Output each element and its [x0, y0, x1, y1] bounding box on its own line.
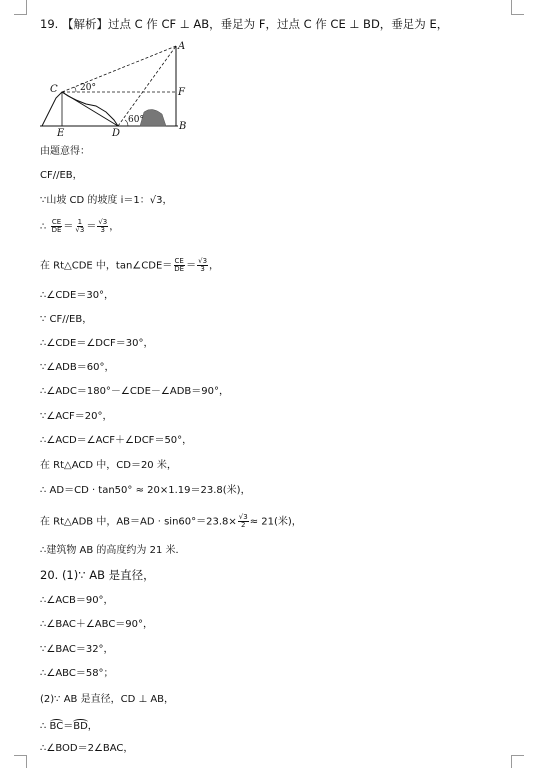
q20-line-6: (2)∵ AB 是直径，CD ⊥ AB， — [40, 694, 175, 705]
label-B: B — [179, 121, 187, 132]
equals-sign: ＝ — [63, 221, 74, 233]
q20-l7-prefix: ∴ — [40, 721, 50, 732]
q20-line-8: ∴∠BOD＝2∠BAC， — [40, 743, 134, 754]
q19-line-5 — [40, 258, 219, 273]
punct: ， — [87, 721, 98, 732]
frac-den: 3 — [100, 226, 105, 234]
frac-den: √3 — [75, 226, 85, 234]
equals-sign: ＝ — [186, 260, 197, 272]
crop-mark-top-left — [26, 0, 27, 14]
label-D: D — [112, 128, 121, 136]
frac-num: CE — [174, 257, 184, 265]
angle-60-label: 60° — [128, 115, 144, 125]
frac-den: DE — [174, 265, 185, 273]
q20-line-7 — [40, 719, 98, 733]
equals-sign: ＝ — [63, 721, 74, 732]
q19-line-15 — [40, 514, 302, 529]
q19-line-8: ∴∠CDE＝∠DCF＝30°， — [40, 338, 154, 349]
q20-line-4: ∵∠BAC＝32°， — [40, 644, 114, 655]
arc-bc: BC — [49, 721, 64, 732]
q19-line-7: ∵ CF//EB， — [40, 314, 93, 325]
crop-mark-top-right — [511, 0, 512, 14]
q19-line-14: ∴ AD＝CD · tan50° ≈ 20×1.19＝23.8(米)， — [40, 485, 251, 496]
frac-num: √3 — [98, 218, 108, 226]
fraction-sqrt3-2 — [238, 514, 249, 529]
q19-l4-prefix: ∴ — [40, 221, 47, 233]
frac-num: CE — [51, 218, 62, 226]
q20-line-5: ∴∠ABC＝58°； — [40, 668, 114, 679]
q19-line-16: ∴建筑物 AB 的高度约为 21 米． — [40, 545, 186, 556]
q20-line-1: 20. (1)∵ AB 是直径， — [40, 568, 155, 582]
frac-num: 1 — [77, 218, 83, 226]
crop-mark-bottom-right — [511, 755, 512, 768]
crop-mark-top-right-h — [511, 14, 524, 15]
q19-l15-end: ≈ 21(米)， — [249, 516, 302, 528]
q19-header: 19. 【解析】过点 C 作 CF ⊥ AB，垂足为 F，过点 C 作 CE ⊥ BD，垂足为 E， — [40, 17, 449, 31]
q19-line-3: ∵山坡 CD 的坡度 i＝1：√3， — [40, 195, 173, 206]
frac-num: √3 — [198, 257, 208, 265]
crop-mark-top-left-h — [14, 14, 27, 15]
q20-line-2: ∴∠ACB＝90°， — [40, 595, 114, 606]
q19-line-9: ∵∠ADB＝60°， — [40, 362, 115, 373]
frac-den: 3 — [200, 265, 205, 273]
q19-line-13: 在 Rt△ACD 中，CD＝20 米， — [40, 460, 177, 471]
q19-line-1: 由题意得： — [40, 146, 90, 157]
fraction-ce-de — [51, 219, 63, 234]
label-E: E — [57, 128, 65, 136]
label-F: F — [178, 87, 185, 98]
label-C: C — [50, 84, 58, 95]
q19-line-11: ∵∠ACF＝20°， — [40, 411, 113, 422]
equals-sign: ＝ — [86, 221, 97, 233]
punct: ， — [109, 221, 120, 233]
fraction-sqrt3-3 — [197, 258, 208, 273]
q20-line-3: ∴∠BAC＋∠ABC＝90°， — [40, 619, 154, 630]
q19-line-6: ∴∠CDE＝30°， — [40, 290, 115, 301]
angle-20-label: 20° — [80, 83, 96, 93]
arc-bd: BD — [73, 721, 88, 732]
q19-l5-prefix: 在 Rt△CDE 中，tan∠CDE＝ — [40, 260, 173, 272]
q19-line-12: ∴∠ACD＝∠ACF＋∠DCF＝50°， — [40, 435, 193, 446]
punct: ， — [209, 260, 220, 272]
q19-line-10: ∴∠ADC＝180°－∠CDE－∠ADB＝90°， — [40, 386, 229, 397]
geometry-figure — [38, 40, 198, 136]
q19-l15-prefix: 在 Rt△ADB 中，AB＝AD · sin60°＝23.8× — [40, 516, 237, 528]
frac-den: 2 — [241, 521, 246, 529]
fraction-ce-de — [173, 258, 185, 273]
crop-mark-bottom-left — [26, 755, 27, 768]
frac-den: DE — [51, 226, 62, 234]
crop-mark-bottom-left-h — [14, 755, 27, 756]
q19-line-2: CF//EB， — [40, 170, 83, 181]
frac-num: √3 — [238, 513, 248, 521]
fraction-1-sqrt3 — [74, 219, 85, 234]
crop-mark-bottom-right-h — [511, 755, 524, 756]
q19-line-4 — [40, 219, 119, 234]
label-A: A — [178, 41, 186, 52]
fraction-sqrt3-3 — [97, 219, 108, 234]
